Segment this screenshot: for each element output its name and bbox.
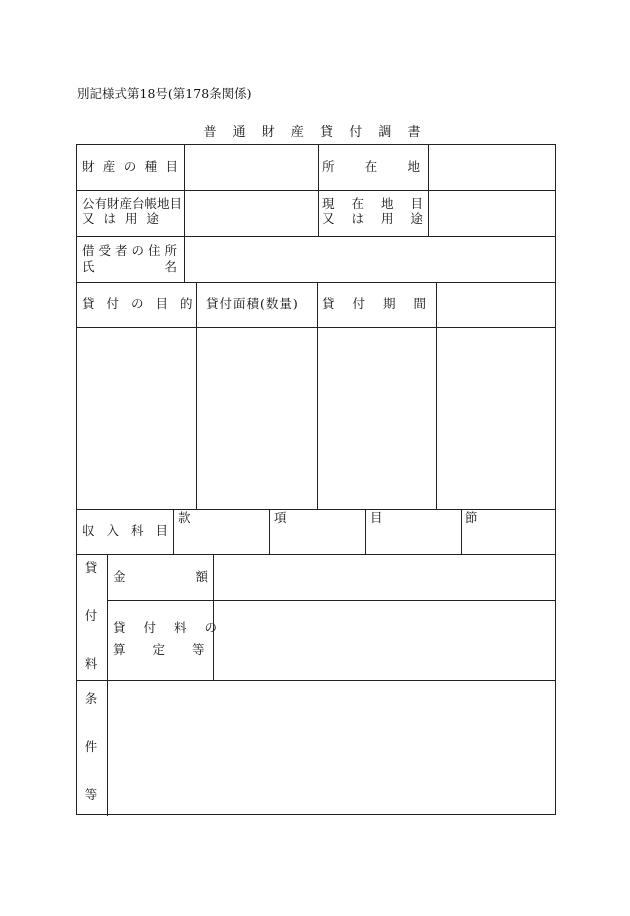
ledger-category-label-line2: 又は用途: [82, 211, 169, 226]
label-char: 所: [322, 159, 335, 174]
lending-fee-group-label: 貸 付 料: [84, 560, 98, 671]
amount-value[interactable]: [213, 554, 555, 599]
borrower-label-line2: 氏名: [82, 259, 248, 274]
lending-period-label: 貸付期間: [322, 296, 445, 311]
clause-label: 項: [274, 510, 287, 525]
conditions-value[interactable]: [107, 680, 555, 814]
fee-calculation-label-line1: 貸付料の: [113, 620, 236, 635]
label-char: 目: [165, 159, 178, 174]
borrower-label-line1: 借受者の住所: [82, 243, 182, 258]
lending-area-value[interactable]: [196, 327, 316, 508]
subsection-label: 款: [178, 510, 191, 525]
current-category-label-line1: 現在地目: [322, 196, 441, 211]
lending-area-label: 貸付面積(数量): [206, 296, 299, 311]
form-reference: 別記様式第18号(第178条関係): [77, 86, 252, 101]
property-type-label: [82, 161, 178, 174]
location-value[interactable]: [428, 145, 555, 189]
form-title: 普 通 財 産 貸 付 調 書: [203, 125, 427, 140]
amount-label: 金額: [113, 569, 279, 584]
location-label: [322, 161, 420, 174]
label-char: 産: [102, 159, 116, 174]
ledger-category-label-line1: 公有財産台帳地目: [82, 196, 183, 211]
label-char: 地: [407, 159, 420, 174]
label-char: 財: [82, 159, 95, 174]
label-char: 種: [144, 159, 158, 174]
label-char: 在: [364, 159, 378, 174]
lending-purpose-label: 貸付の目的: [82, 296, 205, 311]
section-label: 節: [465, 510, 478, 525]
fee-calculation-label-line2: 算定等: [113, 642, 232, 657]
item-label: 目: [370, 510, 383, 525]
current-category-value[interactable]: [428, 190, 555, 235]
revenue-item-label: 収入科目: [82, 523, 181, 538]
column-divider: [269, 509, 270, 554]
fee-calculation-value[interactable]: [213, 600, 555, 679]
lending-period-value[interactable]: [436, 282, 555, 326]
lending-purpose-value[interactable]: [77, 327, 195, 508]
property-type-value[interactable]: [184, 145, 317, 189]
column-divider: [365, 509, 366, 554]
borrower-value[interactable]: [184, 236, 555, 281]
conditions-group-label: 条 件 等: [84, 691, 98, 802]
column-divider: [318, 145, 319, 236]
current-category-label-line2: 又は用途: [322, 211, 441, 226]
row-divider: [77, 509, 555, 510]
lending-notes-value[interactable]: [436, 327, 555, 508]
column-divider: [461, 509, 462, 554]
ledger-category-value[interactable]: [184, 190, 317, 235]
label-char: の: [123, 159, 137, 174]
lending-period-detail-value[interactable]: [317, 327, 435, 508]
